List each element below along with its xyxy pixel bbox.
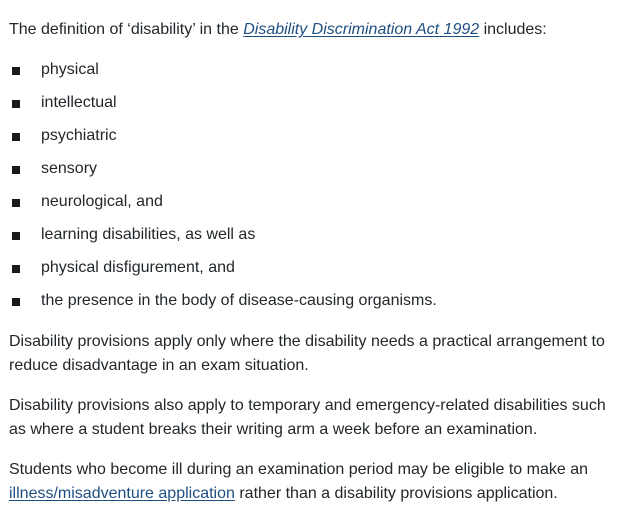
list-item-text: learning disabilities, as well as (41, 226, 256, 243)
square-bullet-icon (12, 265, 20, 273)
list-item-text: intellectual (41, 94, 117, 111)
illness-text-before: Students who become ill during an examination period may be eligible to make an (9, 461, 589, 478)
square-bullet-icon (12, 67, 20, 75)
square-bullet-icon (12, 199, 20, 207)
square-bullet-icon (12, 166, 20, 174)
list-item-text: neurological, and (41, 193, 163, 210)
illness-text-after: rather than a disability provisions application. (234, 485, 558, 502)
list-item-text: the presence in the body of disease-causing organisms. (41, 292, 437, 309)
square-bullet-icon (12, 232, 20, 240)
square-bullet-icon (12, 133, 20, 141)
practical-arrangement-paragraph: Disability provisions apply only where the disability needs a practical arrangement to reduce disadvantage in an exam situation. (9, 333, 605, 374)
list-item-text: psychiatric (41, 127, 117, 144)
intro-sentence (9, 19, 547, 41)
temporary-disabilities-paragraph: Disability provisions also apply to temporary and emergency-related disabilities such as where a student breaks their writing arm a week before an examination. (9, 397, 606, 438)
square-bullet-icon (12, 100, 20, 108)
list-item-text: sensory (41, 160, 98, 177)
disability-discrimination-act-link[interactable]: Disability Discrimination Act 1992 (243, 21, 480, 38)
list-item-text: physical (41, 61, 99, 78)
illness-paragraph (9, 458, 621, 506)
list-item-text: physical disfigurement, and (41, 259, 235, 276)
intro-text-after: includes: (479, 21, 547, 38)
intro-text-before: The definition of ‘disability’ in the (9, 21, 244, 38)
illness-misadventure-link[interactable]: illness/misadventure application (9, 485, 235, 502)
square-bullet-icon (12, 298, 20, 306)
